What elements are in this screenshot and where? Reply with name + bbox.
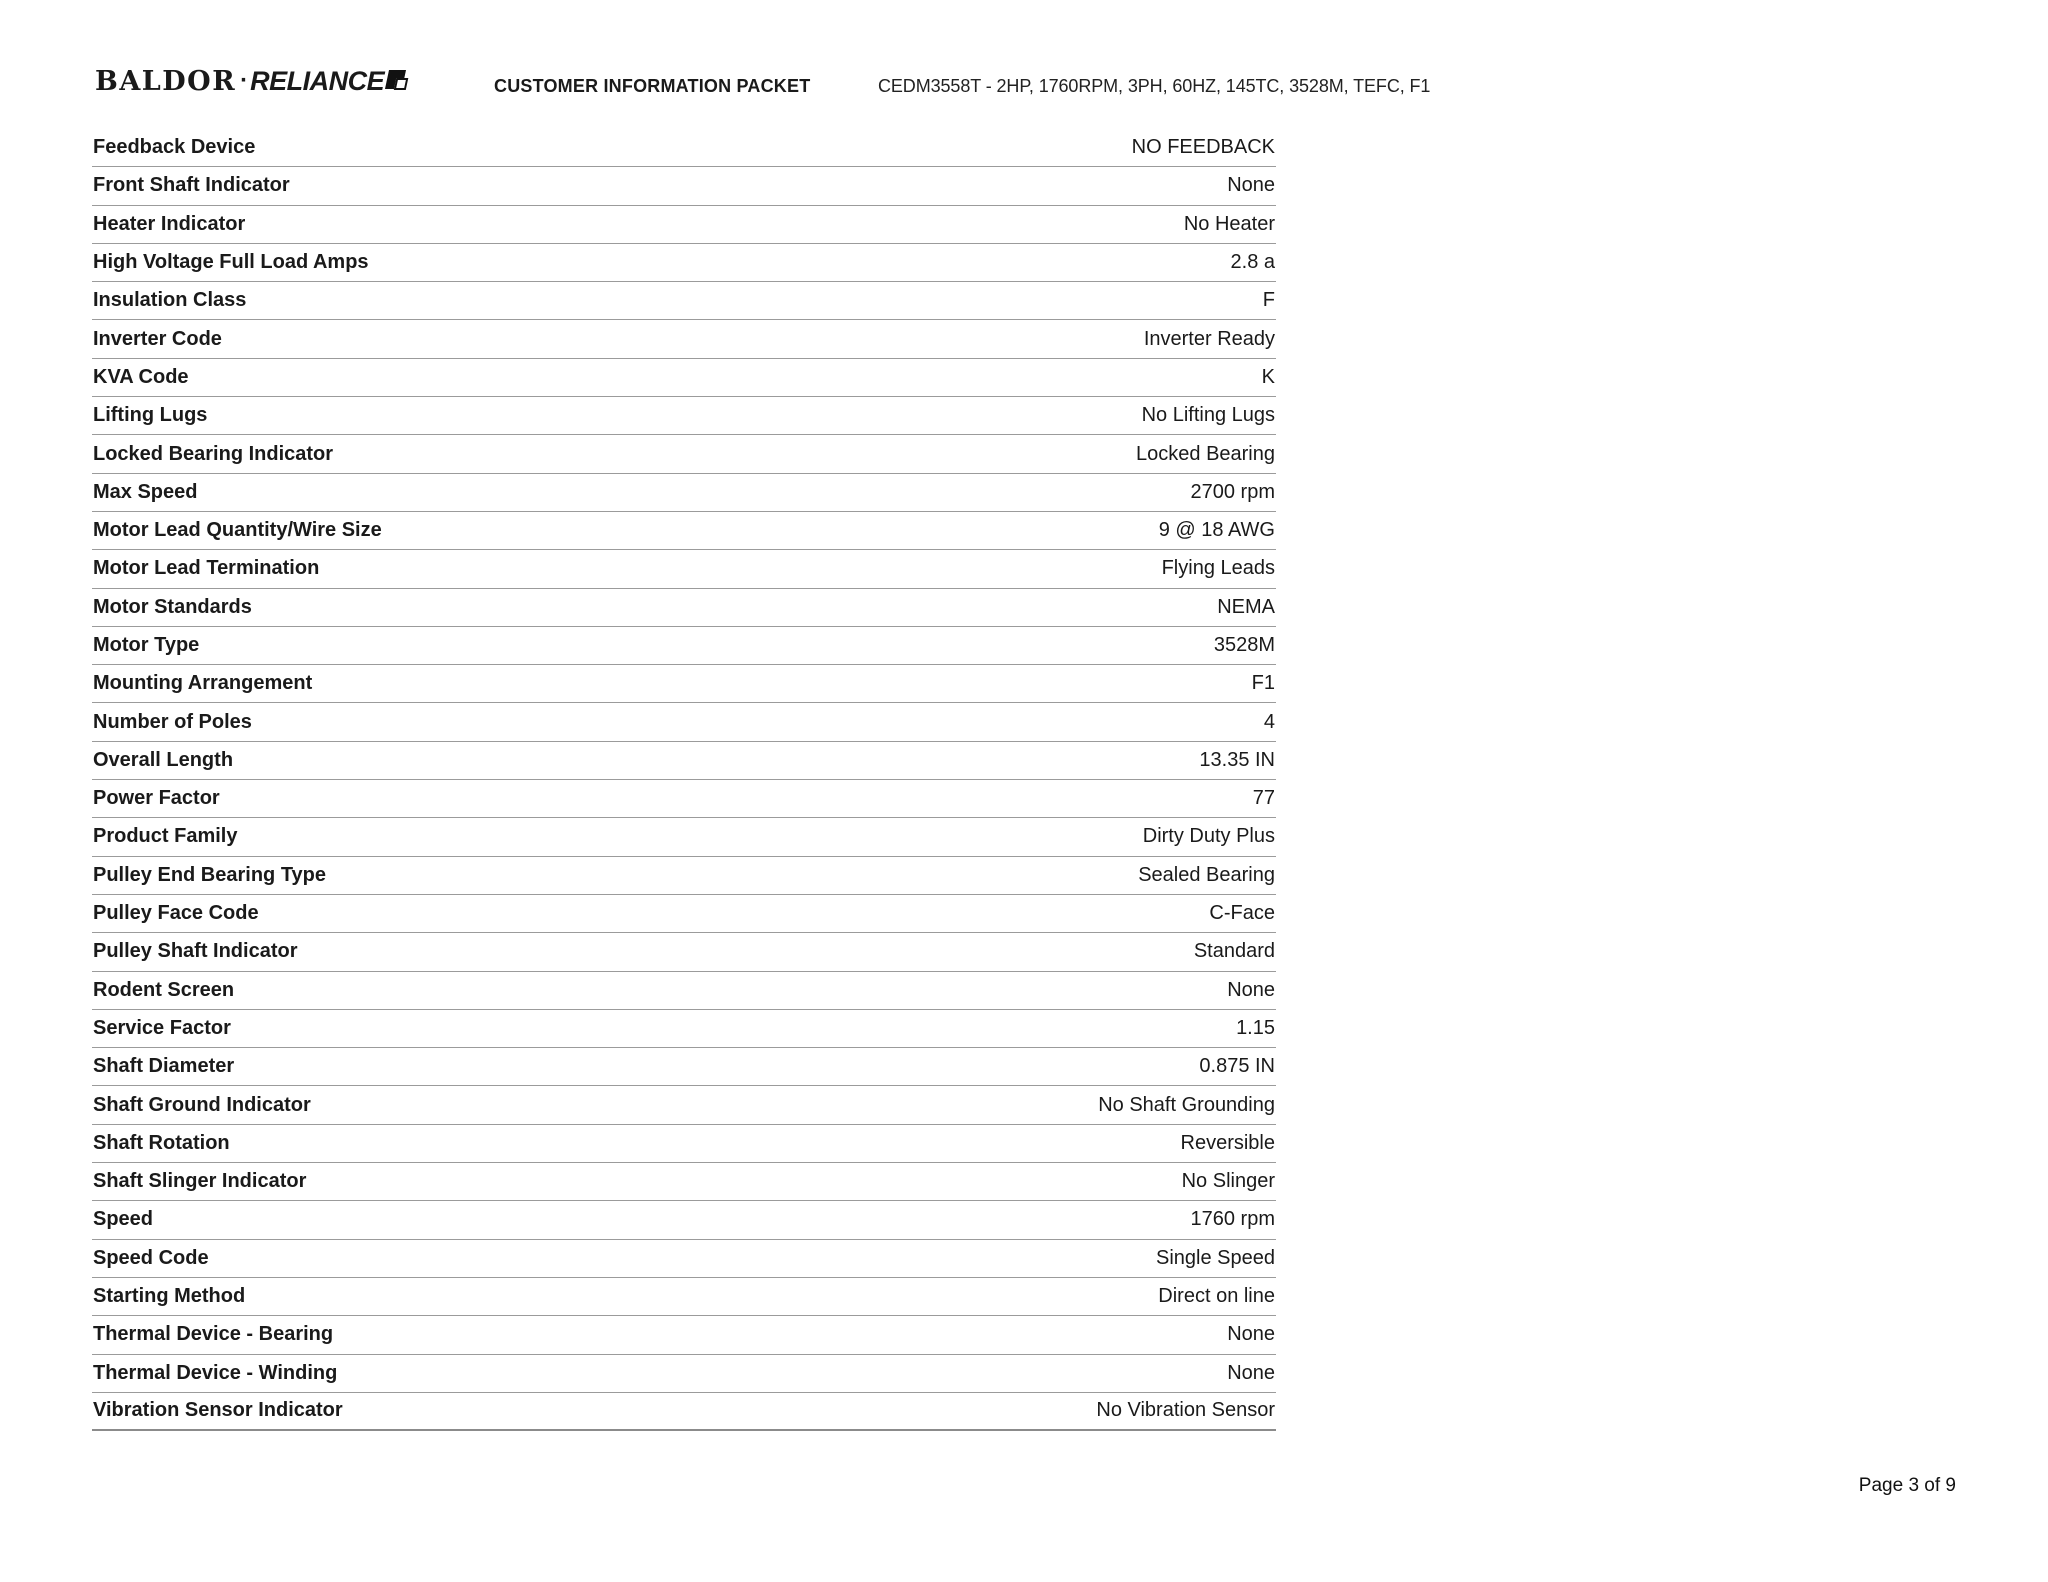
table-row <box>92 1125 1276 1163</box>
logo-separator-dot: · <box>240 67 249 94</box>
table-row <box>92 320 1276 358</box>
spec-label: Power Factor <box>93 787 220 810</box>
table-row <box>92 933 1276 971</box>
spec-value: 1.15 <box>1236 1016 1275 1039</box>
spec-value: Sealed Bearing <box>1138 863 1275 886</box>
spec-value: 1760 rpm <box>1190 1208 1275 1231</box>
spec-value: No Heater <box>1183 212 1275 235</box>
spec-value: 77 <box>1252 787 1275 810</box>
spec-value: Standard <box>1193 940 1275 963</box>
spec-label: Insulation Class <box>93 289 247 312</box>
spec-value: Reversible <box>1180 1131 1275 1154</box>
spec-value: 3528M <box>1213 634 1275 656</box>
spec-label: Vibration Sensor Indicator <box>93 1399 343 1422</box>
spec-label: Inverter Code <box>93 327 222 350</box>
table-row <box>92 550 1276 588</box>
spec-label: Service Factor <box>93 1016 231 1039</box>
table-row <box>92 397 1276 435</box>
spec-value: Flying Leads <box>1161 557 1275 580</box>
spec-label: Pulley Face Code <box>93 902 259 925</box>
table-row <box>92 244 1276 282</box>
table-row <box>92 857 1276 895</box>
spec-label: Thermal Device - Bearing <box>93 1323 334 1346</box>
spec-label: Mounting Arrangement <box>93 672 313 695</box>
spec-label: Speed <box>93 1208 154 1231</box>
spec-value: C-Face <box>1209 902 1275 925</box>
spec-label: Front Shaft Indicator <box>93 174 290 197</box>
spec-label: Starting Method <box>93 1285 246 1308</box>
spec-label: Rodent Screen <box>93 978 235 1001</box>
spec-value: 0.875 IN <box>1199 1055 1275 1078</box>
table-row <box>92 282 1276 320</box>
spec-value: F <box>1262 289 1275 312</box>
spec-label: Pulley Shaft Indicator <box>93 940 298 963</box>
spec-value: NO FEEDBACK <box>1131 136 1275 159</box>
spec-value: 13.35 IN <box>1199 748 1275 771</box>
spec-value: None <box>1227 174 1275 197</box>
spec-value: Inverter Ready <box>1143 327 1275 350</box>
spec-value: No Shaft Grounding <box>1098 1093 1275 1116</box>
spec-label: Pulley End Bearing Type <box>93 863 327 886</box>
table-row <box>92 1201 1276 1239</box>
spec-label: Motor Type <box>93 634 200 656</box>
spec-label: Number of Poles <box>93 710 252 733</box>
table-row <box>92 1278 1276 1316</box>
table-row <box>92 1240 1276 1278</box>
spec-label: Max Speed <box>93 480 198 503</box>
spec-label: Overall Length <box>93 748 234 771</box>
logo-text-baldor: BALDOR <box>95 66 237 97</box>
spec-label: Shaft Rotation <box>93 1131 230 1154</box>
spec-label: Speed Code <box>93 1246 209 1269</box>
table-row <box>92 359 1276 397</box>
spec-value: Dirty Duty Plus <box>1142 825 1275 848</box>
spec-value: 2700 rpm <box>1190 480 1275 503</box>
spec-label: KVA Code <box>93 365 189 388</box>
table-row <box>92 435 1276 473</box>
spec-label: Locked Bearing Indicator <box>93 442 334 465</box>
table-row <box>92 1393 1276 1431</box>
table-row <box>92 1086 1276 1124</box>
table-row <box>92 1163 1276 1201</box>
spec-value: No Vibration Sensor <box>1096 1399 1275 1422</box>
table-row <box>92 512 1276 550</box>
spec-label: Feedback Device <box>93 136 256 159</box>
spec-value: Single Speed <box>1156 1246 1275 1269</box>
table-row <box>92 1048 1276 1086</box>
logo-text-reliance: RELIANCE <box>250 66 385 96</box>
table-row <box>92 1355 1276 1393</box>
table-row <box>92 1316 1276 1354</box>
spec-label: Lifting Lugs <box>93 404 208 427</box>
table-row <box>92 589 1276 627</box>
spec-value: K <box>1261 365 1275 388</box>
spec-label: Shaft Diameter <box>93 1055 235 1078</box>
table-row <box>92 1010 1276 1048</box>
table-row <box>92 167 1276 205</box>
table-row <box>92 742 1276 780</box>
spec-label: Thermal Device - Winding <box>93 1361 338 1384</box>
spec-label: Shaft Ground Indicator <box>93 1093 311 1116</box>
spec-value: No Slinger <box>1181 1170 1275 1193</box>
spec-value: None <box>1227 978 1275 1001</box>
table-row <box>92 818 1276 856</box>
table-row <box>92 703 1276 741</box>
product-description: CEDM3558T - 2HP, 1760RPM, 3PH, 60HZ, 145TC, 3528M, TEFC, F1 <box>878 76 1431 96</box>
spec-value: None <box>1227 1323 1275 1346</box>
spec-label: Shaft Slinger Indicator <box>93 1170 307 1193</box>
spec-label: Motor Standards <box>93 595 252 618</box>
spec-label: Product Family <box>93 825 238 848</box>
table-row <box>92 665 1276 703</box>
spec-label: High Voltage Full Load Amps <box>93 251 369 274</box>
page-header <box>0 0 2048 110</box>
table-row <box>92 780 1276 818</box>
spec-label: Motor Lead Termination <box>93 557 320 580</box>
spec-value: F1 <box>1251 672 1275 695</box>
table-row <box>92 129 1276 167</box>
page-number: Page 3 of 9 <box>1858 1475 1956 1496</box>
document-title: CUSTOMER INFORMATION PACKET <box>494 76 811 96</box>
table-row <box>92 474 1276 512</box>
table-row <box>92 627 1276 665</box>
baldor-flag-mark-icon <box>385 70 406 89</box>
table-row <box>92 895 1276 933</box>
spec-value: No Lifting Lugs <box>1141 404 1275 427</box>
spec-value: Direct on line <box>1158 1285 1275 1308</box>
spec-value: 2.8 a <box>1230 251 1275 274</box>
specification-table <box>92 129 1276 1431</box>
spec-label: Heater Indicator <box>93 212 246 235</box>
table-row <box>92 206 1276 244</box>
spec-value: Locked Bearing <box>1136 442 1275 465</box>
spec-value: 4 <box>1263 710 1275 733</box>
spec-value: None <box>1227 1361 1275 1384</box>
spec-value: NEMA <box>1217 595 1275 618</box>
spec-value: 9 @ 18 AWG <box>1158 519 1275 542</box>
baldor-reliance-logo <box>95 66 404 97</box>
spec-label: Motor Lead Quantity/Wire Size <box>93 519 382 542</box>
table-row <box>92 972 1276 1010</box>
